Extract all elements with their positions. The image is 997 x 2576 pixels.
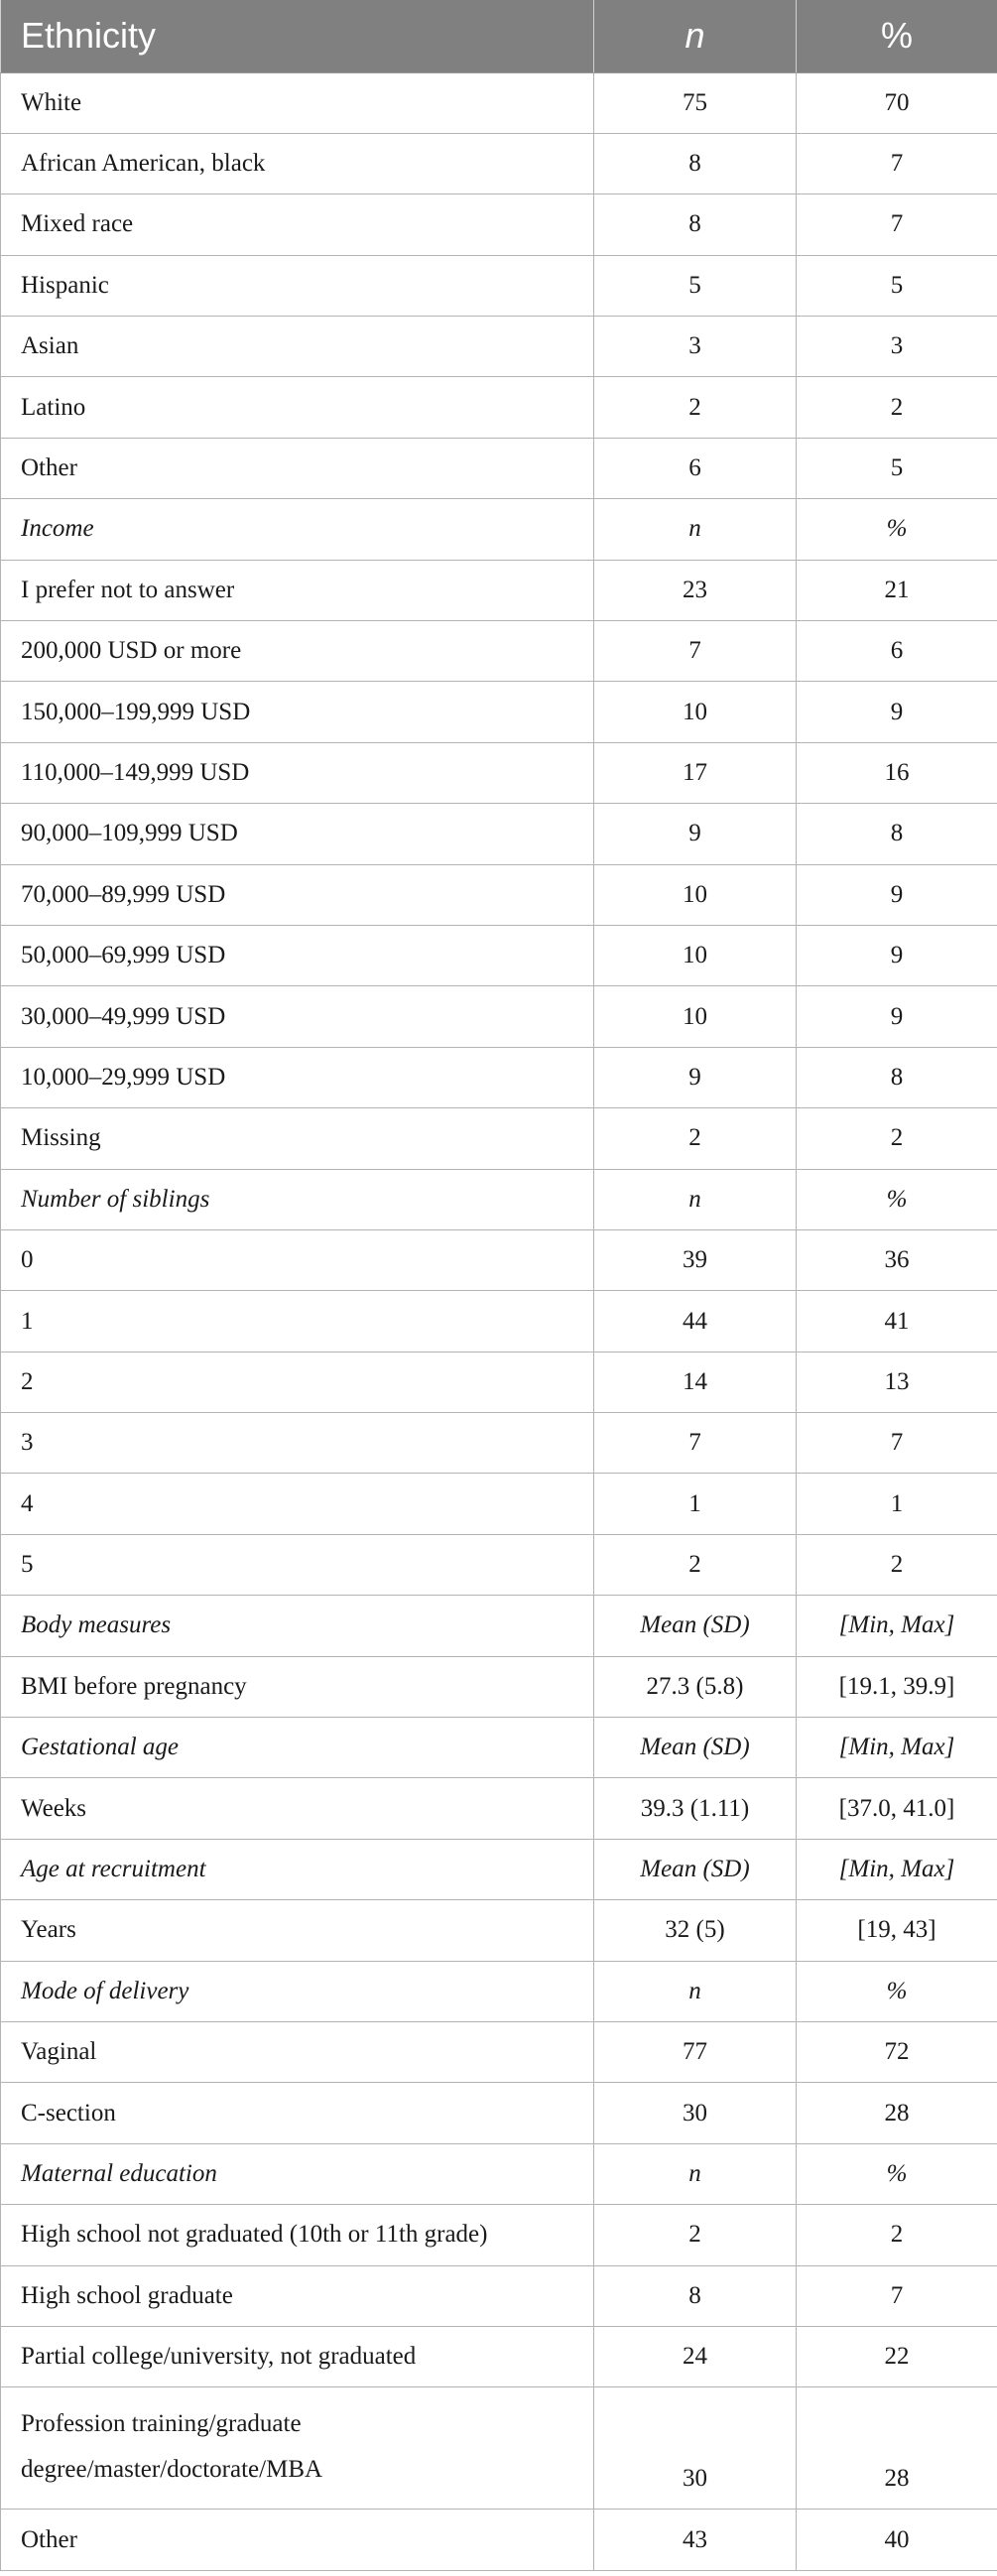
row-pct: 2 [797,377,997,438]
section-col-pct: % [797,1961,997,2021]
row-label: Asian [1,317,594,377]
row-pct: 2 [797,1534,997,1595]
header-n: n [594,0,797,72]
row-pct: 21 [797,560,997,620]
row-pct: 7 [797,133,997,193]
row-n: 9 [594,804,797,864]
section-col-n: Mean (SD) [594,1596,797,1656]
table-row [1,2022,997,2083]
row-label: 50,000–69,999 USD [1,925,594,985]
row-pct: 7 [797,1413,997,1474]
header-percent: % [797,0,997,72]
row-n: 32 (5) [594,1900,797,1961]
table-row [1,2083,997,2143]
table-row [1,1900,997,1961]
row-n: 1 [594,1474,797,1534]
table-row [1,1047,997,1107]
row-n: 2 [594,377,797,438]
table-row [1,560,997,620]
row-n: 10 [594,986,797,1047]
row-pct: [37.0, 41.0] [797,1778,997,1839]
row-pct: 9 [797,682,997,742]
table-row [1,438,997,498]
section-label: Income [1,499,594,560]
row-n: 2 [594,1108,797,1169]
table-row [1,1291,997,1352]
row-n: 14 [594,1352,797,1412]
section-header-row [1,2143,997,2204]
row-n: 39.3 (1.11) [594,1778,797,1839]
row-pct: 5 [797,438,997,498]
row-label: African American, black [1,133,594,193]
row-label: 10,000–29,999 USD [1,1047,594,1107]
row-n: 43 [594,2510,797,2570]
row-label: 110,000–149,999 USD [1,742,594,803]
row-label: Weeks [1,1778,594,1839]
row-pct: [19.1, 39.9] [797,1656,997,1717]
row-pct: 1 [797,1474,997,1534]
row-pct: 3 [797,317,997,377]
section-header-row [1,1839,997,1899]
row-label: 0 [1,1229,594,1290]
row-pct: 9 [797,864,997,925]
section-col-n: n [594,2143,797,2204]
row-pct: 28 [797,2387,997,2510]
table-row [1,1534,997,1595]
row-pct: 9 [797,925,997,985]
table-row [1,682,997,742]
table-row [1,1656,997,1717]
row-label: 70,000–89,999 USD [1,864,594,925]
table-row [1,2205,997,2265]
row-label: 5 [1,1534,594,1595]
table-row [1,1474,997,1534]
row-label: 200,000 USD or more [1,621,594,682]
row-n: 75 [594,72,797,133]
row-pct: 8 [797,1047,997,1107]
row-label: Missing [1,1108,594,1169]
table-row [1,1108,997,1169]
section-col-pct: [Min, Max] [797,1718,997,1778]
row-n: 10 [594,925,797,985]
row-pct: 28 [797,2083,997,2143]
row-label: Partial college/university, not graduated [1,2326,594,2386]
section-label: Mode of delivery [1,1961,594,2021]
table-row [1,1778,997,1839]
row-label: 2 [1,1352,594,1412]
section-header-row [1,1596,997,1656]
row-pct: 9 [797,986,997,1047]
section-label: Number of siblings [1,1169,594,1229]
row-pct: 2 [797,1108,997,1169]
row-n: 8 [594,133,797,193]
table-row [1,1352,997,1412]
row-pct: 41 [797,1291,997,1352]
row-label: 4 [1,1474,594,1534]
row-label: High school graduate [1,2265,594,2326]
row-pct: 40 [797,2510,997,2570]
row-n: 77 [594,2022,797,2083]
table-row [1,2387,997,2510]
section-col-n: n [594,499,797,560]
table-row [1,1229,997,1290]
row-pct: 7 [797,194,997,255]
row-label: Vaginal [1,2022,594,2083]
row-label: 150,000–199,999 USD [1,682,594,742]
row-label: Other [1,438,594,498]
row-n: 27.3 (5.8) [594,1656,797,1717]
table-row [1,804,997,864]
table-row [1,2510,997,2570]
row-n: 39 [594,1229,797,1290]
section-header-row [1,499,997,560]
section-col-pct: [Min, Max] [797,1839,997,1899]
section-col-pct: % [797,499,997,560]
section-header-row [1,1961,997,2021]
row-n: 8 [594,2265,797,2326]
row-pct: 13 [797,1352,997,1412]
row-n: 7 [594,621,797,682]
row-n: 10 [594,682,797,742]
row-label: Years [1,1900,594,1961]
row-n: 2 [594,2205,797,2265]
section-col-pct: % [797,2143,997,2204]
table-row [1,986,997,1047]
row-label: Mixed race [1,194,594,255]
row-label: 90,000–109,999 USD [1,804,594,864]
row-pct: 7 [797,2265,997,2326]
row-n: 30 [594,2083,797,2143]
section-label: Gestational age [1,1718,594,1778]
row-label: C-section [1,2083,594,2143]
row-label: 3 [1,1413,594,1474]
table-row [1,1413,997,1474]
section-label: Body measures [1,1596,594,1656]
row-pct: 22 [797,2326,997,2386]
row-label: High school not graduated (10th or 11th grade) [1,2205,594,2265]
row-pct: [19, 43] [797,1900,997,1961]
row-label: I prefer not to answer [1,560,594,620]
row-n: 17 [594,742,797,803]
row-label: BMI before pregnancy [1,1656,594,1717]
table-row [1,2326,997,2386]
row-n: 24 [594,2326,797,2386]
row-label: Latino [1,377,594,438]
section-col-pct: % [797,1169,997,1229]
row-label: 30,000–49,999 USD [1,986,594,1047]
section-label: Maternal education [1,2143,594,2204]
table-row [1,377,997,438]
section-header-row [1,1718,997,1778]
row-pct: 72 [797,2022,997,2083]
section-label: Age at recruitment [1,1839,594,1899]
row-n: 44 [594,1291,797,1352]
section-col-n: Mean (SD) [594,1839,797,1899]
table-row [1,255,997,316]
row-n: 8 [594,194,797,255]
row-n: 7 [594,1413,797,1474]
header-ethnicity: Ethnicity [1,0,594,72]
row-label: Other [1,2510,594,2570]
section-col-n: Mean (SD) [594,1718,797,1778]
table-row [1,2265,997,2326]
row-n: 10 [594,864,797,925]
table-row [1,742,997,803]
row-label: White [1,72,594,133]
table-header-row [1,0,997,72]
section-header-row [1,1169,997,1229]
row-n: 3 [594,317,797,377]
table-row [1,194,997,255]
row-pct: 8 [797,804,997,864]
table-row [1,621,997,682]
row-n: 9 [594,1047,797,1107]
section-col-n: n [594,1169,797,1229]
table-row [1,317,997,377]
section-col-pct: [Min, Max] [797,1596,997,1656]
row-pct: 5 [797,255,997,316]
row-pct: 6 [797,621,997,682]
row-n: 2 [594,1534,797,1595]
table-row [1,925,997,985]
row-pct: 16 [797,742,997,803]
row-n: 23 [594,560,797,620]
table-row [1,72,997,133]
row-label: Hispanic [1,255,594,316]
row-n: 6 [594,438,797,498]
row-label: 1 [1,1291,594,1352]
table-row [1,864,997,925]
row-pct: 2 [797,2205,997,2265]
table-row [1,133,997,193]
row-pct: 70 [797,72,997,133]
row-n: 5 [594,255,797,316]
row-label: Profession training/graduate degree/master/doctorate/MBA [1,2387,594,2510]
row-pct: 36 [797,1229,997,1290]
section-col-n: n [594,1961,797,2021]
row-n: 30 [594,2387,797,2510]
